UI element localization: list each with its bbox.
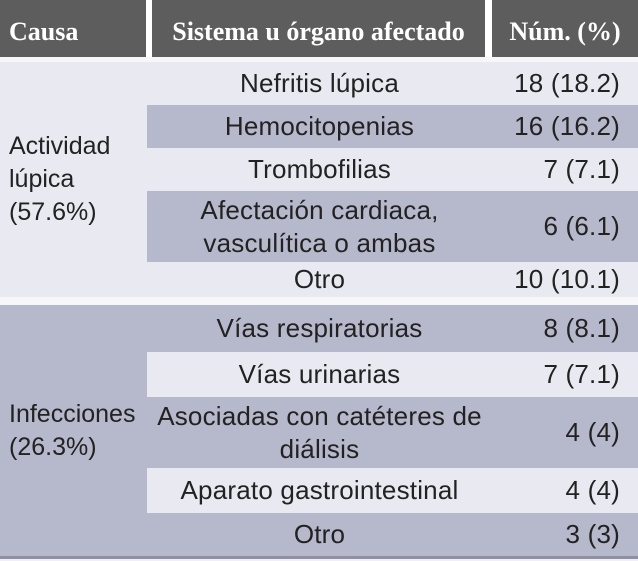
rows-area xyxy=(147,62,638,297)
system-cell: Vías urinarias xyxy=(238,359,401,389)
system-cell: Trombofilias xyxy=(247,154,392,184)
system-cell: Vías respiratorias xyxy=(216,313,423,343)
table-row xyxy=(147,105,638,148)
group-actividad-lupica xyxy=(0,62,638,297)
table-row xyxy=(147,513,638,556)
header-row xyxy=(0,0,638,57)
column-gap xyxy=(485,0,492,57)
header-cell-num: Núm. (%) xyxy=(492,0,638,57)
cause-cell: Infecciones (26.3%) xyxy=(9,399,136,461)
num-cell: 6 (6.1) xyxy=(543,211,620,241)
header-cell-causa: Causa xyxy=(0,0,146,57)
num-cell: 7 (7.1) xyxy=(543,154,620,184)
table-row xyxy=(147,262,638,297)
num-cell: 3 (3) xyxy=(565,519,620,549)
num-cell: 8 (8.1) xyxy=(543,313,620,343)
system-cell: Otro xyxy=(293,264,346,294)
cause-cell: Actividad lúpica (57.6%) xyxy=(9,132,111,226)
table-row xyxy=(147,468,638,513)
num-cell: 4 (4) xyxy=(565,417,620,447)
system-cell: Asociadas con catéteres de diálisis xyxy=(157,400,482,464)
num-cell: 18 (18.2) xyxy=(514,68,620,98)
num-cell: 4 (4) xyxy=(565,475,620,505)
table-row xyxy=(147,191,638,262)
num-cell: 10 (10.1) xyxy=(514,264,620,294)
system-cell: Hemocitopenias xyxy=(224,111,415,141)
header-cell-sistema: Sistema u órgano afectado xyxy=(152,0,485,57)
system-cell: Afectación cardiaca, vasculítica o ambas xyxy=(200,194,439,258)
group-infecciones xyxy=(0,305,638,556)
table-row xyxy=(147,397,638,468)
table-row xyxy=(147,305,638,352)
rows-area xyxy=(147,305,638,556)
table-row xyxy=(147,62,638,105)
table-row xyxy=(147,352,638,397)
system-cell: Aparato gastrointestinal xyxy=(180,475,459,505)
table-row xyxy=(147,148,638,191)
system-cell: Otro xyxy=(293,519,346,549)
system-cell: Nefritis lúpica xyxy=(239,68,400,98)
group-separator xyxy=(0,297,638,305)
num-cell: 16 (16.2) xyxy=(514,111,620,141)
num-cell: 7 (7.1) xyxy=(543,359,620,389)
